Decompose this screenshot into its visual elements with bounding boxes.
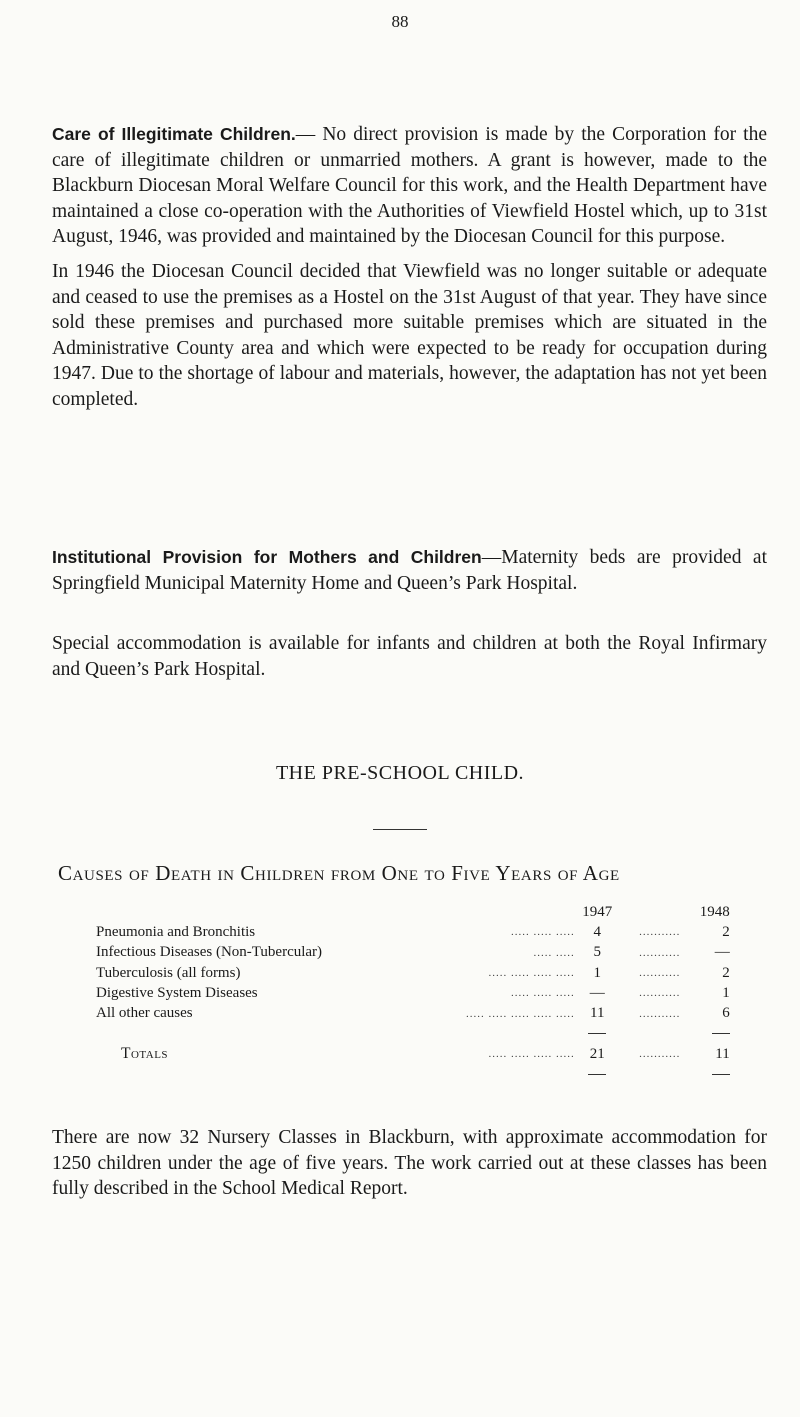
leader-dots: ..... ..... ..... ..... [488, 967, 575, 980]
leader-dots: ........... [639, 1048, 681, 1061]
table-row [96, 943, 730, 963]
cause-label: Pneumonia and Bronchitis [96, 923, 256, 940]
value-1947: 5 [593, 944, 601, 961]
table-title: Causes of Death in Children from One to Five Years of Age [58, 861, 620, 885]
table-row [96, 983, 730, 1003]
rule-dash [712, 1074, 730, 1075]
paragraph-special-accommodation [52, 631, 767, 682]
total-rule-row [96, 1064, 730, 1084]
paragraph-viewfield-hostel [52, 259, 767, 413]
value-1948: 1 [722, 984, 730, 1001]
value-1947: 4 [593, 923, 601, 940]
rule-dash [712, 1033, 730, 1034]
paragraph-text: — No direct provision is made by the Corporation for the care of illegitimate children or unmarried mothers. A grant is however, made to the Blackburn Diocesan Moral Welfare Council for this work, and the Health Department have maintained a close co-operation with the Authorities of Viewfield Hostel which, up to 31st August, 1946, was provided and maintained by the Diocesan Council for this purpose. [52, 124, 767, 248]
paragraph-heading: Institutional Provision for Mothers and Children [52, 547, 482, 567]
cause-label: Tuberculosis (all forms) [96, 964, 241, 981]
paragraph-text: Special accommodation is available for infants and children at both the Royal Infirmary and Queen’s Park Hospital. [52, 633, 767, 680]
rule-dash [588, 1033, 606, 1034]
paragraph-nursery-classes [52, 1125, 767, 1202]
leader-dots: ..... ..... ..... ..... ..... [466, 1007, 575, 1020]
cause-label: Digestive System Diseases [96, 984, 258, 1001]
table-header-row [96, 902, 730, 922]
leader-dots: ..... ..... ..... [511, 987, 575, 1000]
value-1948: — [714, 944, 730, 961]
total-1948: 11 [715, 1045, 730, 1062]
paragraph-heading: Care of Illegitimate Children. [52, 124, 296, 144]
divider-rule [373, 829, 427, 830]
leader-dots: ........... [639, 926, 681, 939]
leader-dots: ........... [639, 967, 681, 980]
section-title: THE PRE-SCHOOL CHILD. [275, 762, 525, 784]
value-1948: 2 [722, 964, 730, 981]
value-1947: 1 [593, 964, 601, 981]
leader-dots: ........... [639, 987, 681, 1000]
leader-dots: ..... ..... ..... ..... [488, 1048, 575, 1061]
leader-dots: ........... [639, 1007, 681, 1020]
value-1948: 6 [722, 1005, 730, 1022]
table-row [96, 963, 730, 983]
leader-dots: ..... ..... ..... [511, 926, 575, 939]
total-1947: 21 [589, 1045, 605, 1062]
totals-row [96, 1044, 730, 1064]
leader-dots: ..... ..... [533, 946, 575, 959]
paragraph-institutional-provision [52, 545, 767, 596]
value-1947: — [589, 984, 605, 1001]
paragraph-text: In 1946 the Diocesan Council decided that Viewfield was no longer suitable or adequate and ceased to use the premises as a Hostel on the 31st August of that year. They have since sold these premises and purchased more suitable premises which are situated in the Administrative County area and which were expected to be ready for occupation during 1947. Due to the shortage of labour and materials, however, the adaptation has not yet been completed. [52, 261, 767, 410]
table-row [96, 1003, 730, 1023]
cause-label: Infectious Diseases (Non-Tubercular) [96, 944, 323, 961]
table-row [96, 922, 730, 942]
causes-of-death-table [96, 902, 730, 1085]
paragraph-text: There are now 32 Nursery Classes in Blackburn, with approximate accommodation for 1250 children under the age of five years. The work carried out at these classes has been fully described in the School Medical Report. [52, 1127, 767, 1200]
paragraph-illegitimate-children [52, 122, 767, 250]
leader-dots: ........... [639, 946, 681, 959]
rule-dash [588, 1074, 606, 1075]
value-1947: 11 [590, 1005, 605, 1022]
cause-label: All other causes [96, 1005, 193, 1022]
subtotal-rule-row [96, 1024, 730, 1044]
paragraph-text: —Maternity beds are provided at Springfield Municipal Maternity Home and Queen’s Park Hospital. [52, 547, 767, 594]
value-1948: 2 [722, 923, 730, 940]
column-header-1948: 1948 [699, 903, 730, 920]
totals-label: Totals [121, 1045, 169, 1063]
column-header-1947: 1947 [582, 903, 613, 920]
page-number: 88 [391, 12, 409, 31]
